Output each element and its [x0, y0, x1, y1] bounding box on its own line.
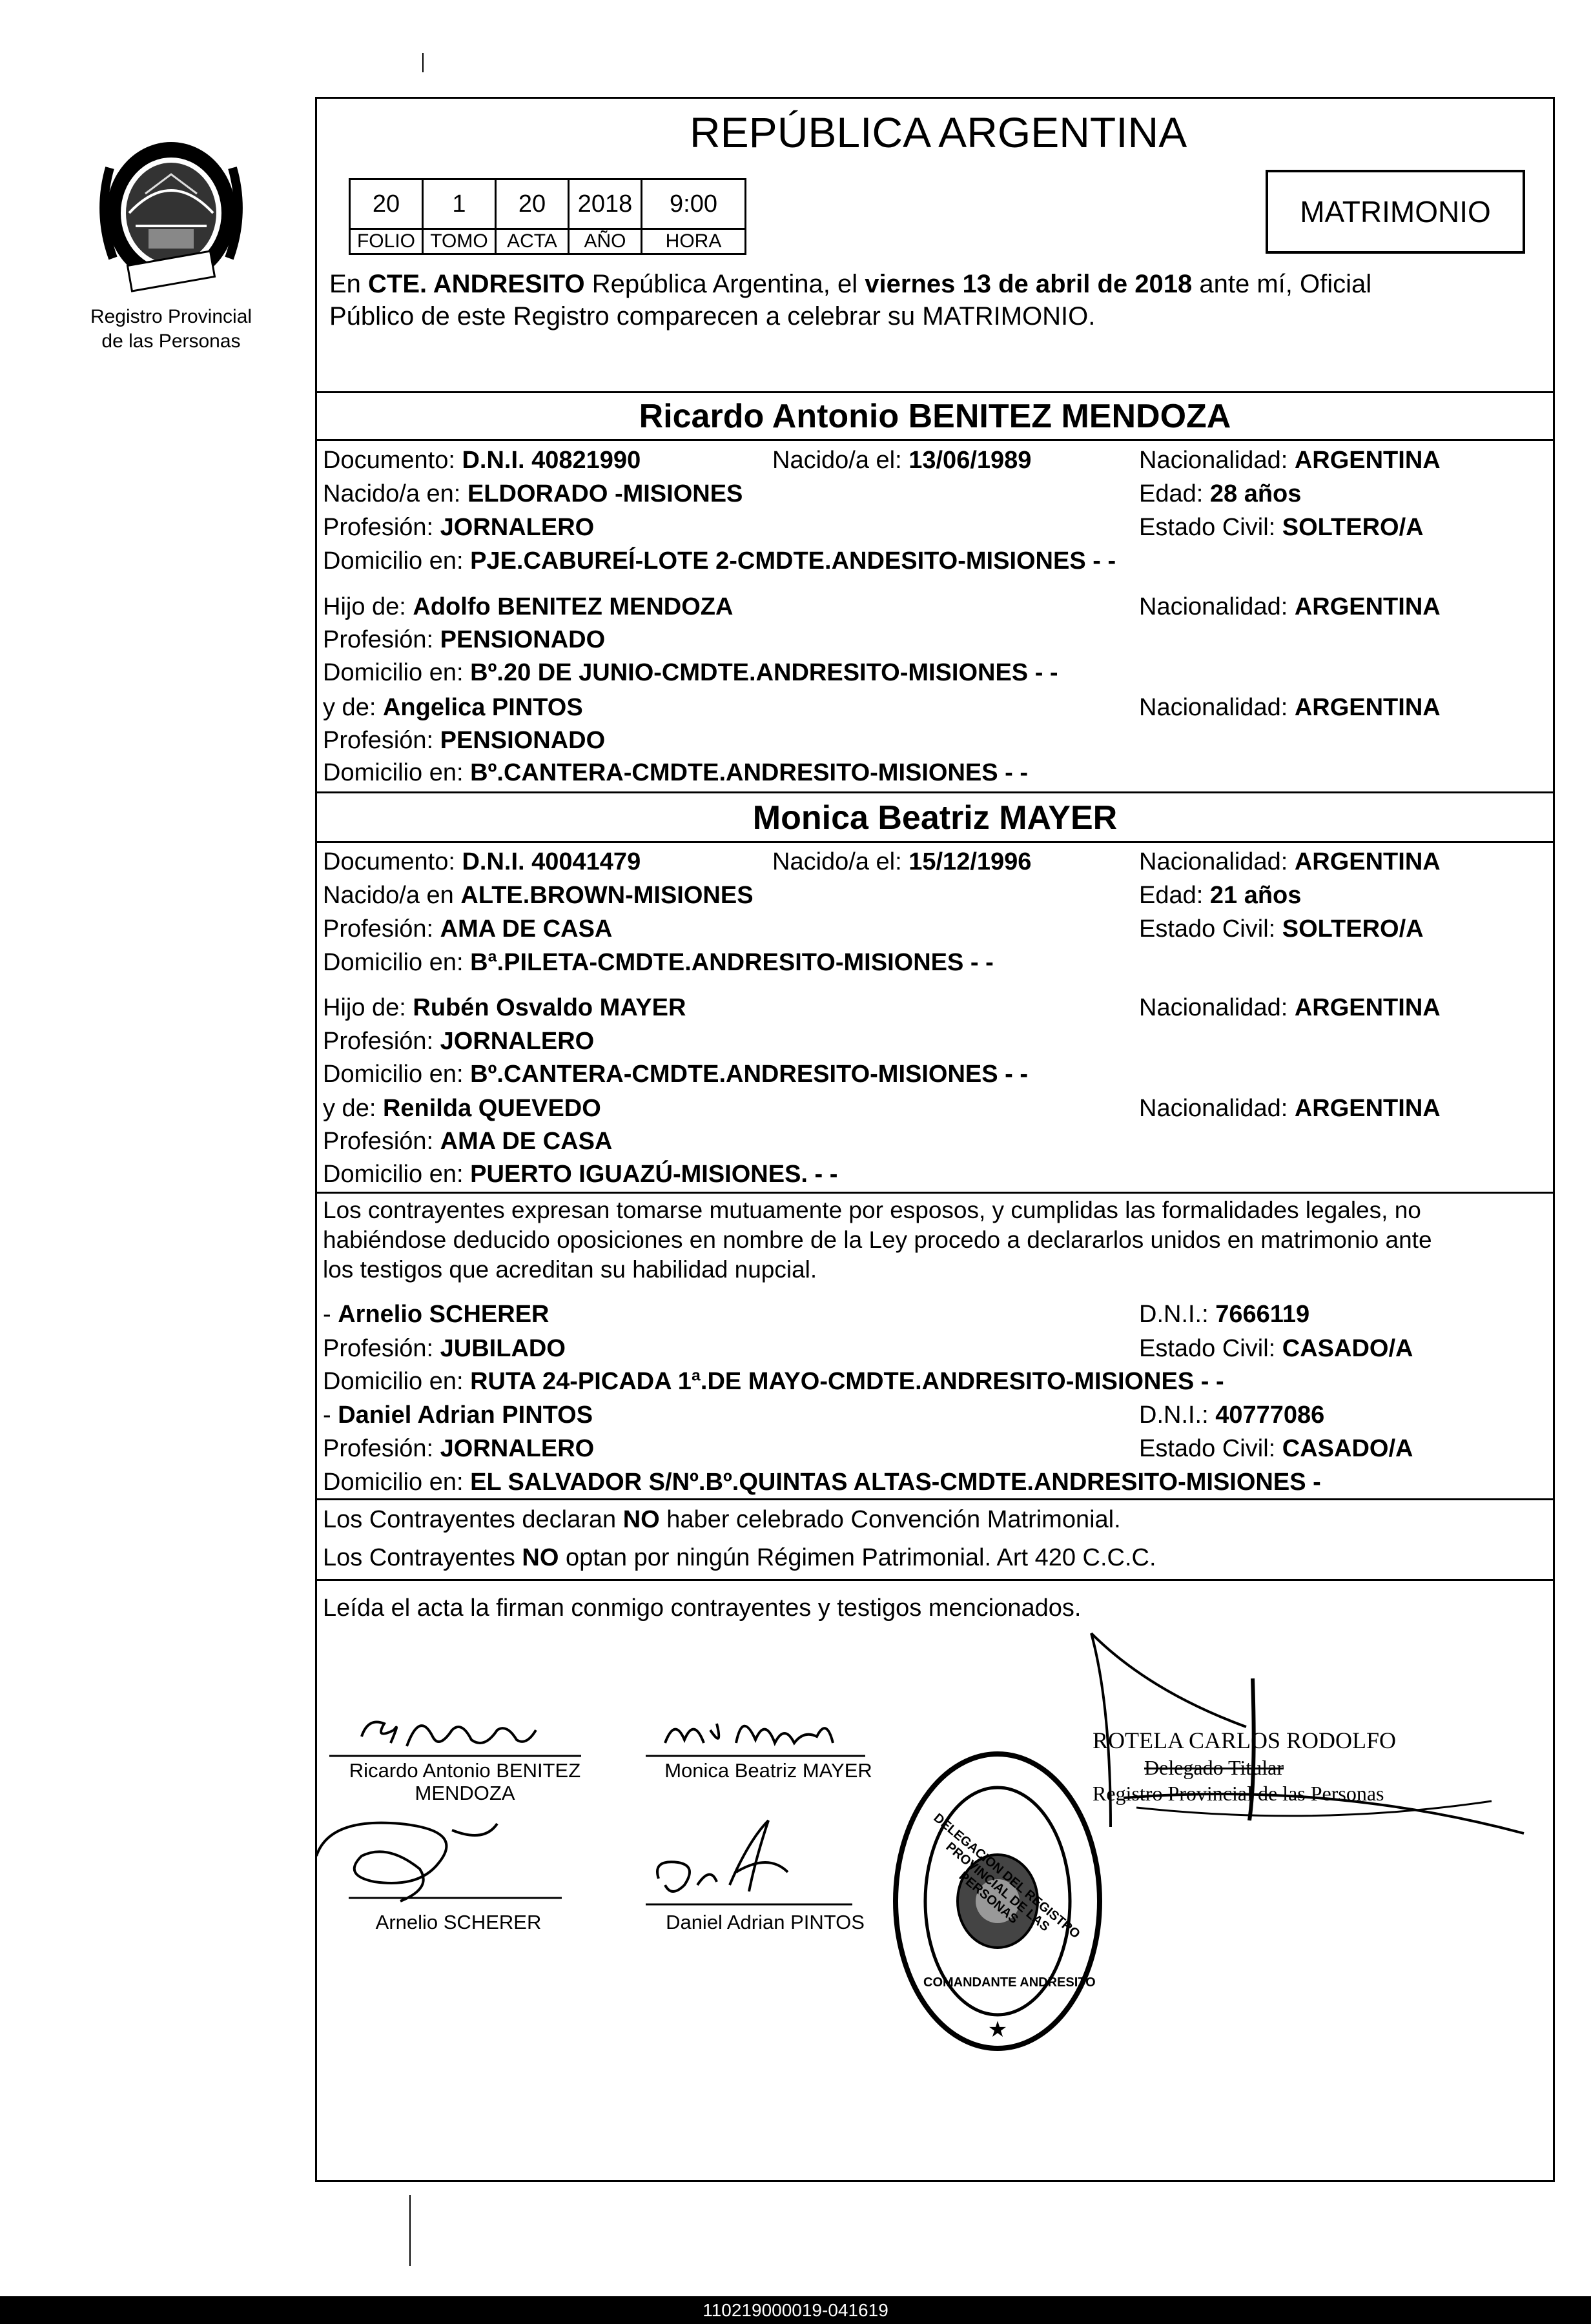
anio-value: 2018 — [568, 178, 642, 230]
official-name: ROTELA CARLOS RODOLFO — [1093, 1728, 1397, 1753]
acta-label: ACTA — [495, 228, 570, 255]
groom-nacido-el: Nacido/a el: 13/06/1989 — [772, 447, 1032, 474]
groom-father: Hijo de: Adolfo BENITEZ MENDOZA — [323, 593, 734, 620]
divider-groom-top — [315, 391, 1555, 393]
bride-signature — [639, 1704, 872, 1762]
witness-1-profesion: Profesión: JUBILADO — [323, 1335, 566, 1362]
groom-name: Ricardo Antonio BENITEZ MENDOZA — [639, 398, 1231, 435]
intro-text-c: ante mí, Oficial — [1192, 270, 1372, 298]
witness-1-dni: D.N.I.: 7666119 — [1139, 1301, 1310, 1328]
bride-profesion: Profesión: AMA DE CASA — [323, 915, 613, 943]
seal-inner-text: COMANDANTE ANDRESITO — [923, 1975, 1096, 1990]
witness-1-domicilio: Domicilio en: RUTA 24-PICADA 1ª.DE MAYO-CMDTE.ANDRESITO-MISIONES - - — [323, 1368, 1224, 1395]
record-type-box: MATRIMONIO — [1266, 170, 1525, 254]
divider-convention — [315, 1498, 1555, 1500]
declaration-line-2: habiéndose deducido oposiciones en nombre de la Ley procedo a declararlos unidos en matrimonio ante — [323, 1227, 1432, 1253]
acta-value: 20 — [495, 178, 570, 230]
witness-1-signature — [303, 1804, 575, 1908]
witness-2-signature-caption: Daniel Adrian PINTOS — [666, 1911, 865, 1933]
divider-declaration — [315, 1192, 1555, 1194]
witness-1-signature-caption: Arnelio SCHERER — [375, 1911, 542, 1933]
bride-signature-caption: Monica Beatriz MAYER — [664, 1759, 872, 1782]
groom-edad: Edad: 28 años — [1139, 480, 1302, 507]
closing-statement: Leída el acta la firman conmigo contrayentes y testigos mencionados. — [323, 1595, 1082, 1622]
logo-caption-2: de las Personas — [101, 331, 241, 352]
hora-value: 9:00 — [641, 178, 746, 230]
groom-mother-nacionalidad: Nacionalidad: ARGENTINA — [1139, 694, 1441, 721]
groom-signature-caption-1: Ricardo Antonio BENITEZ — [349, 1759, 581, 1782]
official-organization: Registro Provincial de las Personas — [1093, 1782, 1384, 1805]
witness-1-estado-civil: Estado Civil: CASADO/A — [1139, 1335, 1413, 1362]
bride-mother-nacionalidad: Nacionalidad: ARGENTINA — [1139, 1095, 1441, 1122]
logo-caption-1: Registro Provincial — [90, 306, 252, 327]
intro-line-1 — [329, 271, 1371, 297]
groom-nacido-en: Nacido/a en: ELDORADO -MISIONES — [323, 480, 743, 507]
intro-text-a: En — [329, 270, 369, 298]
bride-father: Hijo de: Rubén Osvaldo MAYER — [323, 994, 686, 1021]
divider-bride-name — [315, 841, 1555, 843]
intro-place: CTE. ANDRESITO — [368, 270, 585, 298]
witness-2-profesion: Profesión: JORNALERO — [323, 1435, 595, 1462]
groom-father-nacionalidad: Nacionalidad: ARGENTINA — [1139, 593, 1441, 620]
bride-edad: Edad: 21 años — [1139, 882, 1302, 909]
groom-documento: Documento: D.N.I. 40821990 — [323, 447, 641, 474]
groom-father-domicilio: Domicilio en: Bº.20 DE JUNIO-CMDTE.ANDRESITO-MISIONES - - — [323, 659, 1058, 686]
divider-bride-top — [315, 791, 1555, 793]
folio-value: 20 — [349, 178, 424, 230]
witness-2-domicilio: Domicilio en: EL SALVADOR S/Nº.Bº.QUINTAS ALTAS-CMDTE.ANDRESITO-MISIONES - — [323, 1469, 1321, 1496]
witness-1-name: - Arnelio SCHERER — [323, 1301, 549, 1328]
declaration-line-3: los testigos que acreditan su habilidad nupcial. — [323, 1256, 817, 1283]
bride-name: Monica Beatriz MAYER — [752, 799, 1118, 837]
bride-father-profesion: Profesión: JORNALERO — [323, 1028, 595, 1055]
folio-label: FOLIO — [349, 228, 424, 255]
groom-father-profesion: Profesión: PENSIONADO — [323, 626, 606, 653]
intro-date: viernes 13 de abril de 2018 — [865, 270, 1193, 298]
groom-signature — [323, 1704, 594, 1762]
groom-mother: y de: Angelica PINTOS — [323, 694, 583, 721]
official-title: Delegado Titular — [1144, 1756, 1284, 1779]
bride-estado-civil: Estado Civil: SOLTERO/A — [1139, 915, 1424, 943]
groom-signature-caption-2: MENDOZA — [415, 1782, 515, 1804]
anio-label: AÑO — [568, 228, 642, 255]
divider-groom-name — [315, 439, 1555, 441]
intro-line-2: Público de este Registro comparecen a celebrar su MATRIMONIO. — [329, 302, 1096, 331]
bride-mother: y de: Renilda QUEVEDO — [323, 1095, 601, 1122]
bride-documento: Documento: D.N.I. 40041479 — [323, 848, 641, 875]
bride-nacido-en: Nacido/a en ALTE.BROWN-MISIONES — [323, 882, 754, 909]
bride-father-domicilio: Domicilio en: Bº.CANTERA-CMDTE.ANDRESITO-MISIONES - - — [323, 1061, 1029, 1088]
bride-domicilio: Domicilio en: Bª.PILETA-CMDTE.ANDRESITO-MISIONES - - — [323, 949, 994, 976]
divider-signatures — [315, 1579, 1555, 1581]
groom-mother-profesion: Profesión: PENSIONADO — [323, 727, 606, 754]
province-logo — [84, 129, 258, 297]
groom-nacionalidad: Nacionalidad: ARGENTINA — [1139, 447, 1441, 474]
groom-profesion: Profesión: JORNALERO — [323, 514, 595, 541]
witness-2-estado-civil: Estado Civil: CASADO/A — [1139, 1435, 1413, 1462]
groom-domicilio: Domicilio en: PJE.CABUREÍ-LOTE 2-CMDTE.ANDESITO-MISIONES - - — [323, 547, 1116, 575]
convention-line-2: Los Contrayentes NO optan por ningún Régimen Patrimonial. Art 420 C.C.C. — [323, 1544, 1156, 1571]
margin-mark-top — [422, 53, 424, 72]
bride-mother-domicilio: Domicilio en: PUERTO IGUAZÚ-MISIONES. - - — [323, 1161, 838, 1188]
hora-label: HORA — [641, 228, 746, 255]
svg-text:★: ★ — [987, 2017, 1008, 2043]
witness-2-dni: D.N.I.: 40777086 — [1139, 1402, 1325, 1429]
page-title: REPÚBLICA ARGENTINA — [690, 108, 1187, 156]
groom-estado-civil: Estado Civil: SOLTERO/A — [1139, 514, 1424, 541]
bride-nacido-el: Nacido/a el: 15/12/1996 — [772, 848, 1032, 875]
bride-father-nacionalidad: Nacionalidad: ARGENTINA — [1139, 994, 1441, 1021]
tomo-value: 1 — [422, 178, 497, 230]
groom-name-section — [315, 397, 1555, 436]
witness-2-signature — [639, 1814, 859, 1911]
document-code: 110219000019-041619 — [0, 2296, 1591, 2324]
seal-outer-text: DELEGACION DEL REGISTRO PROVINCIAL DE LAS PERSONAS — [930, 1810, 1083, 1942]
witness-2-name: - Daniel Adrian PINTOS — [323, 1402, 593, 1429]
bride-nacionalidad: Nacionalidad: ARGENTINA — [1139, 848, 1441, 875]
tomo-label: TOMO — [422, 228, 497, 255]
bride-name-section — [315, 799, 1555, 837]
declaration-line-1: Los contrayentes expresan tomarse mutuamente por esposos, y cumplidas las formalidades legales, no — [323, 1197, 1421, 1223]
margin-mark-bottom — [409, 2195, 411, 2266]
groom-mother-domicilio: Domicilio en: Bº.CANTERA-CMDTE.ANDRESITO-MISIONES - - — [323, 759, 1029, 786]
bride-mother-profesion: Profesión: AMA DE CASA — [323, 1128, 613, 1155]
convention-line-1: Los Contrayentes declaran NO haber celebrado Convención Matrimonial. — [323, 1506, 1121, 1533]
intro-text-b: República Argentina, el — [584, 270, 865, 298]
